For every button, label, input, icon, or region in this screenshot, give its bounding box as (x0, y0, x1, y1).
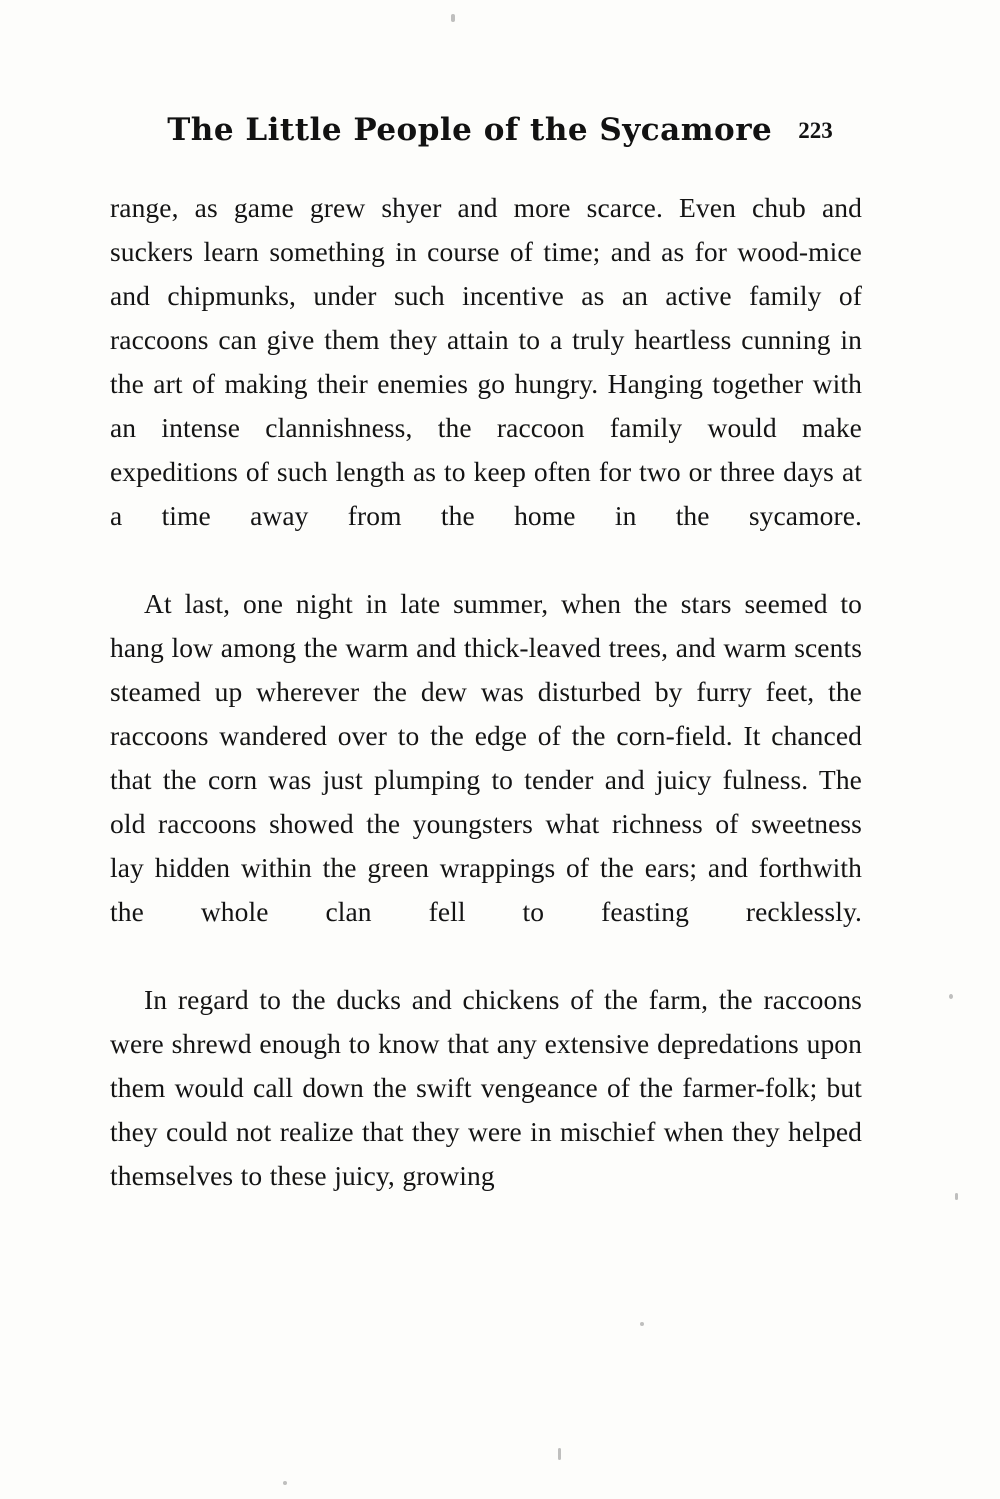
paragraph: At last, one night in late summer, when the stars seemed to hang low among the warm and thick-leaved trees, and warm scents steamed up wherever the dew was disturbed by furry feet, the raccoons wandered over to the edge of the corn-field. It chanced that the corn was just plumping to tender and juicy fulness. The old raccoons showed the youngsters what richness of sweetness lay hidden within the green wrappings of the ears; and forthwith the whole clan fell to feasting recklessly. (110, 588, 862, 927)
scan-speck (283, 1481, 287, 1485)
scan-speck (640, 1322, 644, 1326)
page-body (110, 186, 862, 1198)
page-header (108, 112, 892, 148)
paragraph: range, as game grew shyer and more scarce. Even chub and suckers learn something in course of time; and as for wood-mice and chipmunks, under such incentive as an active family of raccoons can give them they attain to a truly heartless cunning in the art of making their enemies go hungry. Hanging together with an intense clannishness, the raccoon family would make expeditions of such length as to keep often for two or three days at a time away from the home in the sycamore. (110, 192, 862, 531)
page-number: 223 (798, 118, 833, 143)
scan-speck (558, 1448, 561, 1460)
running-title: The Little People of the Sycamore (167, 112, 773, 148)
scan-speck (949, 994, 953, 999)
scan-speck (451, 14, 455, 22)
paragraph: In regard to the ducks and chickens of the farm, the raccoons were shrewd enough to know that any extensive depredations upon them would call down the swift vengeance of the farmer-folk; but they could not realize that they were in mischief when they helped themselves to these juicy, growing (110, 984, 862, 1191)
scan-speck (955, 1193, 958, 1200)
